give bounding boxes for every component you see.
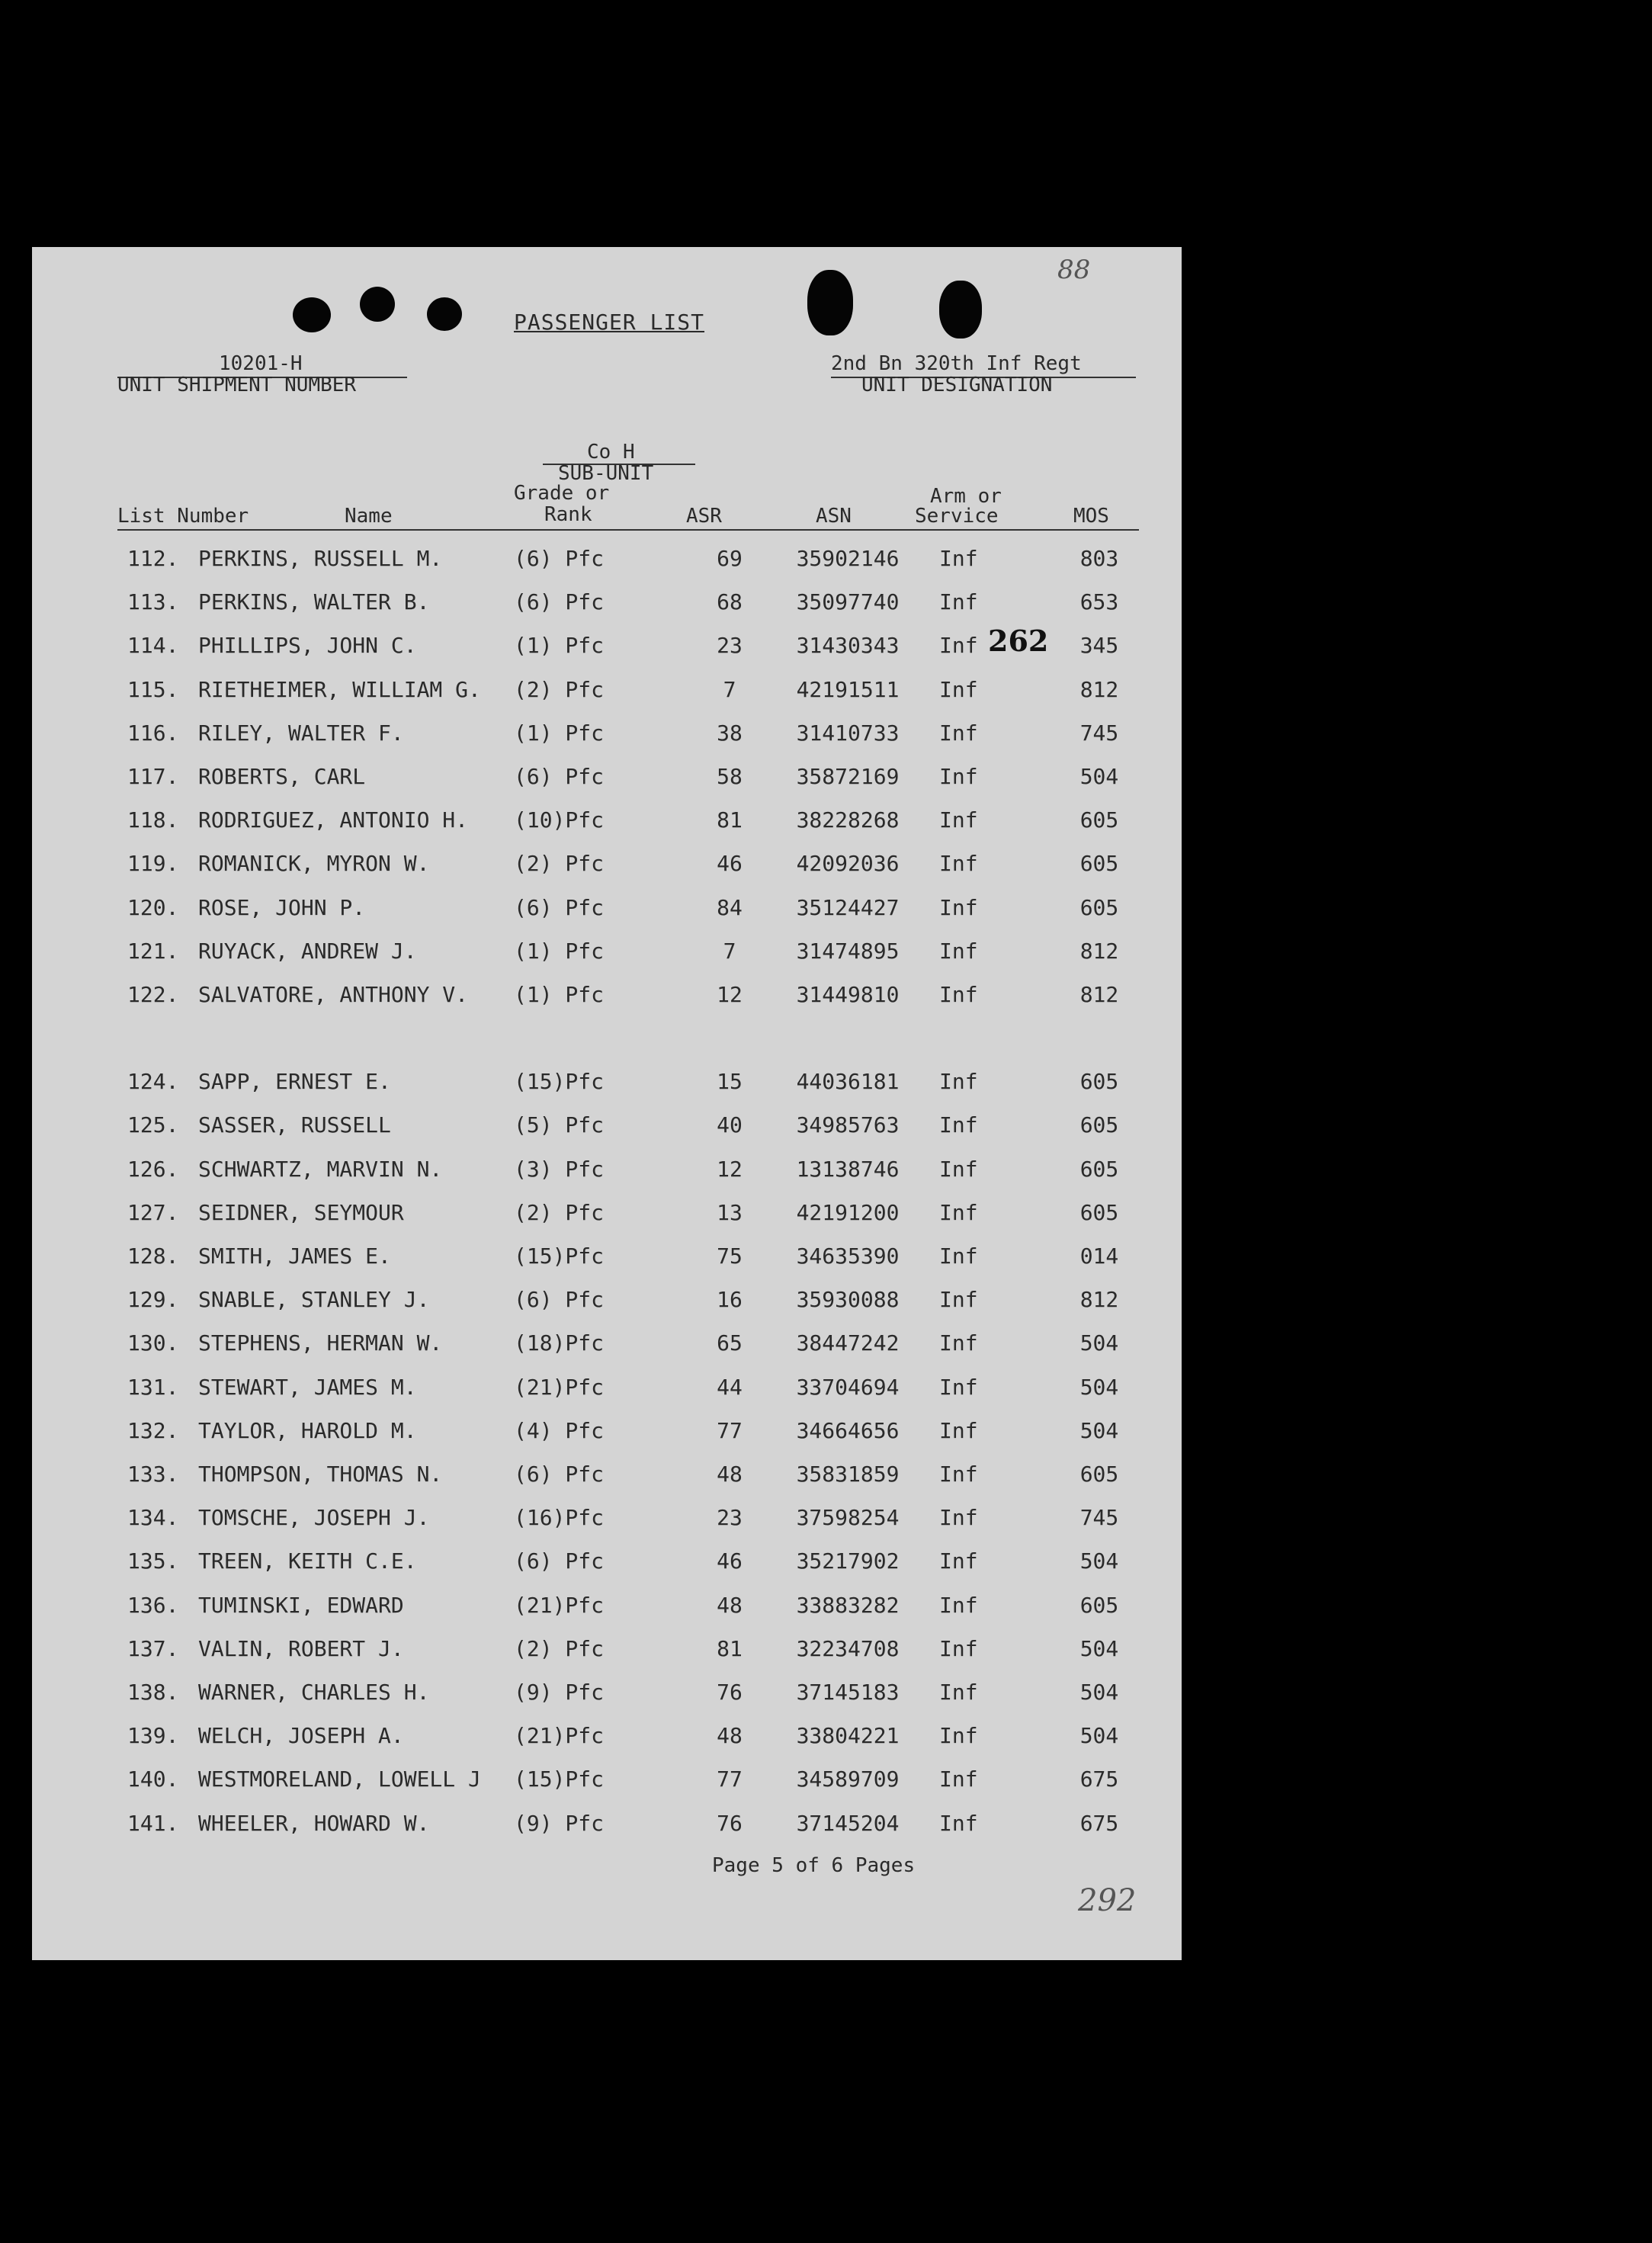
table-row <box>32 677 1182 720</box>
mos-cell: 605 <box>1079 895 1119 920</box>
col-grade-line2: Rank <box>544 503 592 526</box>
asr-cell: 58 <box>717 764 743 789</box>
punch-hole <box>293 297 331 332</box>
arm-service-cell: Inf <box>939 1243 978 1269</box>
table-row <box>32 1723 1182 1766</box>
asn-cell: 31410733 <box>796 720 900 746</box>
arm-service-cell: Inf <box>939 807 978 833</box>
asn-cell: 33883282 <box>796 1593 900 1618</box>
name-cell: WARNER, CHARLES H. <box>198 1680 430 1705</box>
mos-cell: 605 <box>1079 1593 1119 1618</box>
unit-designation-label: UNIT DESIGNATION <box>861 374 1053 396</box>
name-cell: SALVATORE, ANTHONY V. <box>198 982 469 1007</box>
name-cell: WESTMORELAND, LOWELL J <box>198 1766 481 1792</box>
asr-cell: 77 <box>717 1766 743 1792</box>
grade-cell: (2) Pfc <box>514 851 605 876</box>
name-cell: WHEELER, HOWARD W. <box>198 1811 430 1836</box>
asn-cell: 35831859 <box>796 1462 900 1487</box>
grade-cell: (6) Pfc <box>514 589 605 614</box>
asr-cell: 65 <box>717 1330 743 1356</box>
corner-mark: 88 <box>1057 255 1091 285</box>
list-number-cell: 128. <box>127 1243 179 1269</box>
asn-cell: 38447242 <box>796 1330 900 1356</box>
mos-cell: 504 <box>1079 1548 1119 1574</box>
list-number-cell: 124. <box>127 1069 179 1094</box>
page-title: PASSENGER LIST <box>514 310 705 335</box>
asn-cell: 31430343 <box>796 633 900 658</box>
grade-cell: (4) Pfc <box>514 1418 605 1443</box>
unit-shipment-label: UNIT SHIPMENT NUMBER <box>117 374 357 396</box>
list-number-cell: 129. <box>127 1287 179 1312</box>
list-number-cell: 130. <box>127 1330 179 1356</box>
asn-cell: 33704694 <box>796 1375 900 1400</box>
asr-cell: 68 <box>717 589 743 614</box>
name-cell: RODRIGUEZ, ANTONIO H. <box>198 807 469 833</box>
list-number-cell: 119. <box>127 851 179 876</box>
table-row <box>32 1200 1182 1243</box>
arm-service-cell: Inf <box>939 677 978 702</box>
document-page <box>32 247 1182 1960</box>
list-number-cell: 113. <box>127 589 179 614</box>
grade-cell: (2) Pfc <box>514 1200 605 1225</box>
table-row <box>32 1157 1182 1200</box>
mos-cell: 675 <box>1079 1811 1119 1836</box>
grade-cell: (9) Pfc <box>514 1680 605 1705</box>
arm-service-cell: Inf <box>939 1593 978 1618</box>
name-cell: TREEN, KEITH C.E. <box>198 1548 417 1574</box>
table-row <box>32 1418 1182 1462</box>
mos-cell: 745 <box>1079 720 1119 746</box>
asr-cell: 13 <box>717 1200 743 1225</box>
name-cell: SCHWARTZ, MARVIN N. <box>198 1157 443 1182</box>
asn-cell: 38228268 <box>796 807 900 833</box>
asr-cell: 76 <box>717 1811 743 1836</box>
name-cell: SNABLE, STANLEY J. <box>198 1287 430 1312</box>
asn-cell: 31474895 <box>796 939 900 964</box>
list-number-cell: 141. <box>127 1811 179 1836</box>
asn-cell: 37145183 <box>796 1680 900 1705</box>
asr-cell: 12 <box>717 982 743 1007</box>
grade-cell: (6) Pfc <box>514 1462 605 1487</box>
table-row <box>32 1287 1182 1330</box>
table-row <box>32 1243 1182 1287</box>
arm-service-cell: Inf <box>939 1723 978 1748</box>
mos-cell: 812 <box>1079 982 1119 1007</box>
arm-service-cell: Inf <box>939 1287 978 1312</box>
mos-cell: 504 <box>1079 1723 1119 1748</box>
asr-cell: 48 <box>717 1462 743 1487</box>
name-cell: SAPP, ERNEST E. <box>198 1069 391 1094</box>
grade-cell: (21)Pfc <box>514 1723 605 1748</box>
name-cell: WELCH, JOSEPH A. <box>198 1723 404 1748</box>
list-number-cell: 114. <box>127 633 179 658</box>
col-name: Name <box>345 505 393 528</box>
arm-service-cell: Inf <box>939 1112 978 1138</box>
punch-hole <box>427 297 462 331</box>
grade-cell: (6) Pfc <box>514 895 605 920</box>
name-cell: PERKINS, RUSSELL M. <box>198 546 443 571</box>
table-row <box>32 1680 1182 1723</box>
arm-service-cell: Inf <box>939 1418 978 1443</box>
table-row <box>32 1505 1182 1548</box>
asn-cell: 33804221 <box>796 1723 900 1748</box>
asr-cell: 7 <box>723 677 736 702</box>
grade-cell: (1) Pfc <box>514 939 605 964</box>
table-row <box>32 546 1182 589</box>
list-number-cell: 140. <box>127 1766 179 1792</box>
col-asn: ASN <box>816 505 852 528</box>
grade-cell: (6) Pfc <box>514 764 605 789</box>
asr-cell: 40 <box>717 1112 743 1138</box>
mos-cell: 605 <box>1079 1200 1119 1225</box>
name-cell: STEPHENS, HERMAN W. <box>198 1330 443 1356</box>
list-number-cell: 132. <box>127 1418 179 1443</box>
asr-cell: 48 <box>717 1723 743 1748</box>
arm-service-cell: Inf <box>939 1069 978 1094</box>
asr-cell: 44 <box>717 1375 743 1400</box>
mos-cell: 653 <box>1079 589 1119 614</box>
name-cell: ROMANICK, MYRON W. <box>198 851 430 876</box>
mos-cell: 812 <box>1079 677 1119 702</box>
table-row <box>32 1330 1182 1374</box>
name-cell: RIETHEIMER, WILLIAM G. <box>198 677 481 702</box>
mos-cell: 675 <box>1079 1766 1119 1792</box>
asr-cell: 77 <box>717 1418 743 1443</box>
list-number-cell: 117. <box>127 764 179 789</box>
punch-hole <box>360 287 395 322</box>
name-cell: SASSER, RUSSELL <box>198 1112 391 1138</box>
mos-cell: 745 <box>1079 1505 1119 1530</box>
asr-cell: 84 <box>717 895 743 920</box>
mos-cell: 812 <box>1079 1287 1119 1312</box>
grade-cell: (3) Pfc <box>514 1157 605 1182</box>
asn-cell: 35930088 <box>796 1287 900 1312</box>
name-cell: TUMINSKI, EDWARD <box>198 1593 404 1618</box>
table-row <box>32 851 1182 894</box>
unit-shipment-value: 10201-H <box>219 352 303 375</box>
table-row <box>32 1593 1182 1636</box>
mos-cell: 014 <box>1079 1243 1119 1269</box>
page-number-stamp: 262 <box>988 624 1049 658</box>
arm-service-cell: Inf <box>939 1766 978 1792</box>
arm-service-cell: Inf <box>939 1680 978 1705</box>
arm-service-cell: Inf <box>939 764 978 789</box>
table-row <box>32 1811 1182 1854</box>
asn-cell: 42092036 <box>796 851 900 876</box>
col-list-number: List Number <box>117 505 249 528</box>
arm-service-cell: Inf <box>939 1375 978 1400</box>
table-row <box>32 807 1182 851</box>
grade-cell: (5) Pfc <box>514 1112 605 1138</box>
name-cell: THOMPSON, THOMAS N. <box>198 1462 443 1487</box>
grade-cell: (21)Pfc <box>514 1375 605 1400</box>
asn-cell: 31449810 <box>796 982 900 1007</box>
arm-service-cell: Inf <box>939 1548 978 1574</box>
list-number-cell: 125. <box>127 1112 179 1138</box>
grade-cell: (1) Pfc <box>514 633 605 658</box>
list-number-cell: 122. <box>127 982 179 1007</box>
mos-cell: 605 <box>1079 807 1119 833</box>
table-row <box>32 764 1182 807</box>
arm-service-cell: Inf <box>939 589 978 614</box>
table-row <box>32 1548 1182 1592</box>
asr-cell: 15 <box>717 1069 743 1094</box>
table-row <box>32 1069 1182 1112</box>
col-grade-line1: Grade or <box>514 482 610 505</box>
arm-service-cell: Inf <box>939 939 978 964</box>
name-cell: ROSE, JOHN P. <box>198 895 366 920</box>
grade-cell: (2) Pfc <box>514 1636 605 1661</box>
list-number-cell: 121. <box>127 939 179 964</box>
list-number-cell: 134. <box>127 1505 179 1530</box>
arm-service-cell: Inf <box>939 720 978 746</box>
name-cell: RILEY, WALTER F. <box>198 720 404 746</box>
mos-cell: 605 <box>1079 1157 1119 1182</box>
name-cell: SEIDNER, SEYMOUR <box>198 1200 404 1225</box>
list-number-cell: 137. <box>127 1636 179 1661</box>
arm-service-cell: Inf <box>939 1811 978 1836</box>
asr-cell: 81 <box>717 1636 743 1661</box>
asr-cell: 75 <box>717 1243 743 1269</box>
table-row <box>32 1462 1182 1505</box>
asr-cell: 16 <box>717 1287 743 1312</box>
list-number-cell: 118. <box>127 807 179 833</box>
asn-cell: 34985763 <box>796 1112 900 1138</box>
list-number-cell: 127. <box>127 1200 179 1225</box>
mos-cell: 812 <box>1079 939 1119 964</box>
mos-cell: 504 <box>1079 1418 1119 1443</box>
name-cell: PHILLIPS, JOHN C. <box>198 633 417 658</box>
col-arm-line1: Arm or <box>930 485 1002 508</box>
asr-cell: 23 <box>717 1505 743 1530</box>
asn-cell: 34664656 <box>796 1418 900 1443</box>
mos-cell: 504 <box>1079 1375 1119 1400</box>
col-asr: ASR <box>686 505 722 528</box>
name-cell: RUYACK, ANDREW J. <box>198 939 417 964</box>
punch-hole <box>939 281 982 339</box>
mos-cell: 605 <box>1079 1112 1119 1138</box>
list-number-cell: 138. <box>127 1680 179 1705</box>
arm-service-cell: Inf <box>939 546 978 571</box>
grade-cell: (15)Pfc <box>514 1766 605 1792</box>
asn-cell: 35124427 <box>796 895 900 920</box>
mos-cell: 504 <box>1079 1680 1119 1705</box>
grade-cell: (15)Pfc <box>514 1243 605 1269</box>
grade-cell: (16)Pfc <box>514 1505 605 1530</box>
list-number-cell: 126. <box>127 1157 179 1182</box>
grade-cell: (1) Pfc <box>514 982 605 1007</box>
asn-cell: 35217902 <box>796 1548 900 1574</box>
mos-cell: 345 <box>1079 633 1119 658</box>
asn-cell: 35097740 <box>796 589 900 614</box>
mos-cell: 504 <box>1079 1330 1119 1356</box>
grade-cell: (6) Pfc <box>514 1287 605 1312</box>
grade-cell: (9) Pfc <box>514 1811 605 1836</box>
list-number-cell: 131. <box>127 1375 179 1400</box>
table-row <box>32 982 1182 1025</box>
table-row <box>32 895 1182 939</box>
col-arm-line2: Service <box>915 505 999 528</box>
grade-cell: (1) Pfc <box>514 720 605 746</box>
list-number-cell: 120. <box>127 895 179 920</box>
name-cell: TAYLOR, HAROLD M. <box>198 1418 417 1443</box>
table-row <box>32 1112 1182 1156</box>
header-rule <box>117 529 1139 531</box>
col-mos: MOS <box>1073 505 1109 528</box>
sub-unit-label: SUB-UNIT <box>558 462 654 485</box>
asn-cell: 35902146 <box>796 546 900 571</box>
asn-cell: 35872169 <box>796 764 900 789</box>
asn-cell: 34635390 <box>796 1243 900 1269</box>
asn-cell: 42191200 <box>796 1200 900 1225</box>
grade-cell: (6) Pfc <box>514 546 605 571</box>
grade-cell: (10)Pfc <box>514 807 605 833</box>
grade-cell: (21)Pfc <box>514 1593 605 1618</box>
arm-service-cell: Inf <box>939 1636 978 1661</box>
grade-cell: (2) Pfc <box>514 677 605 702</box>
page-footer: Page 5 of 6 Pages <box>712 1854 916 1877</box>
asn-cell: 34589709 <box>796 1766 900 1792</box>
list-number-cell: 135. <box>127 1548 179 1574</box>
name-cell: SMITH, JAMES E. <box>198 1243 391 1269</box>
mos-cell: 803 <box>1079 546 1119 571</box>
mos-cell: 504 <box>1079 764 1119 789</box>
arm-service-cell: Inf <box>939 1157 978 1182</box>
mos-cell: 605 <box>1079 1462 1119 1487</box>
table-row <box>32 1766 1182 1810</box>
punch-hole <box>807 270 853 335</box>
list-number-cell: 116. <box>127 720 179 746</box>
name-cell: TOMSCHE, JOSEPH J. <box>198 1505 430 1530</box>
name-cell: ROBERTS, CARL <box>198 764 366 789</box>
arm-service-cell: Inf <box>939 1505 978 1530</box>
grade-cell: (18)Pfc <box>514 1330 605 1356</box>
list-number-cell: 139. <box>127 1723 179 1748</box>
arm-service-cell: Inf <box>939 982 978 1007</box>
asr-cell: 46 <box>717 851 743 876</box>
arm-service-cell: Inf <box>939 895 978 920</box>
table-row <box>32 1636 1182 1680</box>
name-cell: PERKINS, WALTER B. <box>198 589 430 614</box>
mos-cell: 504 <box>1079 1636 1119 1661</box>
asn-cell: 32234708 <box>796 1636 900 1661</box>
mos-cell: 605 <box>1079 851 1119 876</box>
asn-cell: 44036181 <box>796 1069 900 1094</box>
asn-cell: 13138746 <box>796 1157 900 1182</box>
handwritten-number: 292 <box>1078 1883 1137 1918</box>
arm-service-cell: Inf <box>939 633 978 658</box>
asn-cell: 42191511 <box>796 677 900 702</box>
asr-cell: 69 <box>717 546 743 571</box>
asr-cell: 81 <box>717 807 743 833</box>
grade-cell: (15)Pfc <box>514 1069 605 1094</box>
list-number-cell: 136. <box>127 1593 179 1618</box>
asr-cell: 7 <box>723 939 736 964</box>
unit-designation-value: 2nd Bn 320th Inf Regt <box>831 352 1082 375</box>
arm-service-cell: Inf <box>939 851 978 876</box>
asn-cell: 37145204 <box>796 1811 900 1836</box>
asr-cell: 48 <box>717 1593 743 1618</box>
table-row <box>32 720 1182 764</box>
grade-cell: (6) Pfc <box>514 1548 605 1574</box>
list-number-cell: 115. <box>127 677 179 702</box>
list-number-cell: 112. <box>127 546 179 571</box>
asr-cell: 76 <box>717 1680 743 1705</box>
asr-cell: 46 <box>717 1548 743 1574</box>
list-number-cell: 133. <box>127 1462 179 1487</box>
arm-service-cell: Inf <box>939 1200 978 1225</box>
sub-unit-value: Co H <box>587 441 635 464</box>
asr-cell: 38 <box>717 720 743 746</box>
asr-cell: 12 <box>717 1157 743 1182</box>
name-cell: STEWART, JAMES M. <box>198 1375 417 1400</box>
table-row <box>32 939 1182 982</box>
name-cell: VALIN, ROBERT J. <box>198 1636 404 1661</box>
arm-service-cell: Inf <box>939 1462 978 1487</box>
table-row <box>32 1375 1182 1418</box>
arm-service-cell: Inf <box>939 1330 978 1356</box>
mos-cell: 605 <box>1079 1069 1119 1094</box>
asr-cell: 23 <box>717 633 743 658</box>
asn-cell: 37598254 <box>796 1505 900 1530</box>
